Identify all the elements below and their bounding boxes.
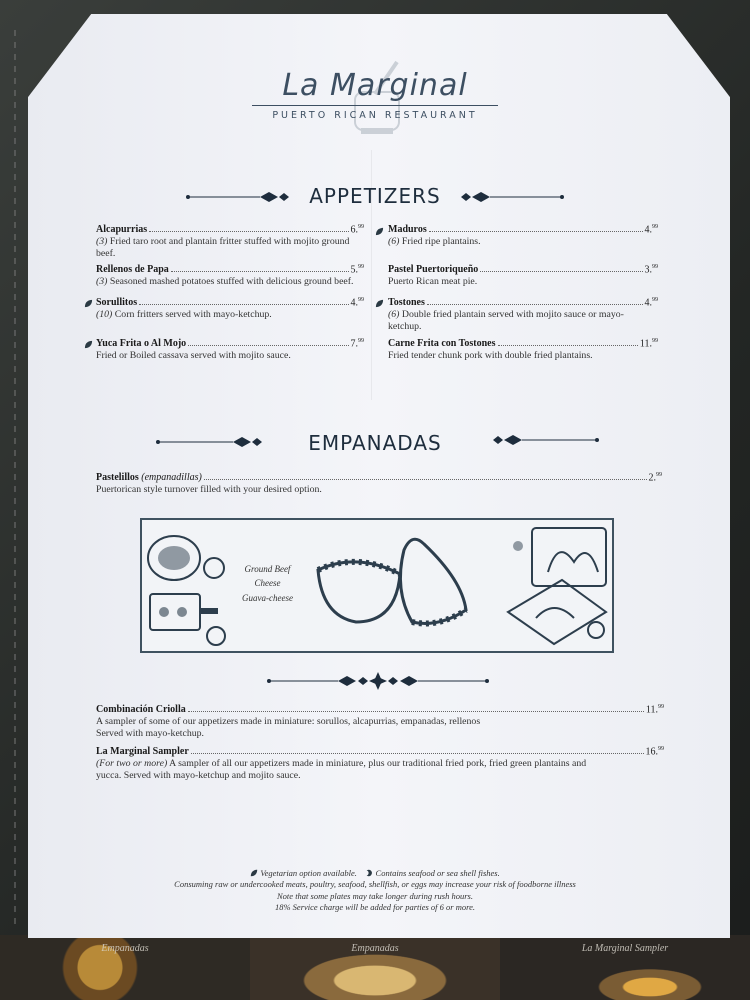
photo-strip — [0, 935, 750, 1000]
item-price — [645, 264, 659, 276]
mortar-pestle-icon — [345, 58, 409, 138]
menu-item-maduros — [388, 224, 658, 248]
item-count: (10) — [96, 309, 113, 321]
item-desc-text: Fried taro root and plantain fritter stuffed with mojito ground beef. — [96, 236, 350, 260]
item-desc-text: A sampler of all our appetizers made in miniature, plus our traditional fried pork, fried green plantains and — [167, 758, 587, 770]
leader-dots — [149, 224, 348, 232]
item-price — [640, 338, 658, 350]
item-count: (3) — [96, 236, 108, 248]
price-main: 4. — [644, 297, 652, 309]
item-price — [646, 746, 665, 758]
price-cents: 99 — [652, 264, 658, 270]
item-count: (6) — [388, 236, 400, 248]
menu-item-carne-frita — [388, 338, 658, 362]
item-price — [351, 264, 365, 276]
price-main: 4. — [350, 297, 358, 309]
item-count: (3) — [96, 276, 108, 288]
leader-dots — [171, 264, 349, 272]
price-cents: 99 — [656, 472, 662, 478]
price-main: 11. — [645, 704, 658, 716]
photo-empanadas-2 — [250, 935, 500, 1000]
filling-cheese: Cheese — [254, 578, 281, 589]
appetizers-title: APPETIZERS — [309, 184, 441, 208]
item-desc-text: Corn fritters served with mayo-ketchup. — [112, 309, 272, 321]
item-name: La Marginal Sampler — [96, 746, 189, 758]
item-name: Pastel Puertoriqueño — [388, 264, 479, 276]
vegetarian-leaf-icon — [375, 227, 384, 236]
item-desc-text: Fried tender chunk pork with double fried plantains. — [388, 350, 593, 362]
ornament-center — [266, 672, 490, 690]
menu-item-yuca-frita — [96, 338, 364, 362]
rush-hour-note: Note that some plates may take longer during rush hours. — [277, 890, 473, 901]
item-description — [96, 758, 664, 770]
item-price — [351, 224, 365, 236]
photo-empanadas-1 — [0, 935, 250, 1000]
price-cents: 99 — [358, 297, 364, 303]
item-description — [96, 350, 364, 362]
empanada-drawing — [312, 530, 472, 635]
price-cents: 99 — [358, 338, 364, 344]
item-description: A sampler of some of our appetizers made in miniature: sorullos, alcapurrias, empanadas, rellenos — [96, 716, 481, 728]
item-description — [96, 309, 364, 321]
item-price — [351, 297, 365, 309]
item-price — [645, 297, 659, 309]
empanadas-title: EMPANADAS — [308, 431, 442, 455]
seafood-note: Contains seafood or sea shell fishes. — [375, 868, 500, 878]
price-cents: 99 — [652, 338, 658, 344]
item-desc-text: Puerto Rican meat pie. — [388, 276, 478, 288]
folder-stitching — [14, 30, 16, 930]
item-name-note: (empanadillas) — [141, 472, 202, 484]
photo-label: Empanadas — [101, 943, 149, 954]
price-cents: 99 — [652, 224, 658, 230]
leader-dots — [427, 297, 643, 305]
filling-ground-beef: Ground Beef — [244, 564, 291, 574]
item-description: Served with mayo-ketchup. — [96, 728, 205, 740]
menu-item-rellenos-de-papa — [96, 264, 364, 288]
item-description — [388, 350, 658, 362]
item-name — [96, 472, 202, 484]
item-name: Yuca Frita o Al Mojo — [96, 338, 187, 350]
price-main: 7. — [350, 338, 358, 350]
leader-dots — [480, 264, 642, 272]
item-price — [649, 472, 663, 484]
item-desc-text: Fried ripe plantains. — [399, 236, 481, 248]
vegetarian-leaf-icon — [84, 340, 93, 349]
restaurant-subtitle: PUERTO RICAN RESTAURANT — [272, 110, 478, 121]
item-price — [645, 224, 659, 236]
seafood-shell-icon — [365, 869, 373, 877]
item-count: (For two or more) — [96, 758, 168, 770]
leader-dots — [139, 297, 348, 305]
price-main: 3. — [644, 264, 652, 276]
price-main: 5. — [350, 264, 358, 276]
item-price — [351, 338, 365, 350]
item-description: Puertorican style turnover filled with your desired option. — [96, 484, 322, 496]
price-main: 6. — [350, 224, 358, 236]
price-cents: 99 — [358, 224, 364, 230]
menu-item-tostones — [388, 297, 658, 333]
vegetarian-leaf-icon — [84, 299, 93, 308]
menu-item-la-marginal-sampler — [96, 746, 664, 782]
menu-item-alcapurrias — [96, 224, 364, 260]
empanada-illustration — [140, 518, 614, 653]
item-name: Carne Frita con Tostones — [388, 338, 496, 350]
photo-sampler — [500, 935, 750, 1000]
price-main: 16. — [645, 746, 658, 758]
price-cents: 99 — [652, 297, 658, 303]
ornament-left — [155, 436, 263, 448]
ornament-right — [460, 191, 565, 203]
photo-label: La Marginal Sampler — [581, 943, 669, 954]
item-description — [388, 236, 658, 248]
item-name: Rellenos de Papa — [96, 264, 169, 276]
price-main: 2. — [648, 472, 656, 484]
food-sketch-right — [502, 522, 612, 650]
price-cents: 99 — [358, 264, 364, 270]
menu-footer — [160, 868, 590, 914]
item-description: yucca. Served with mayo-ketchup and mojito sauce. — [96, 770, 301, 782]
item-desc-text: Double fried plantain served with mojito sauce or mayo-ketchup. — [388, 309, 624, 333]
leader-dots — [204, 472, 647, 480]
legend-line — [160, 868, 590, 879]
leader-dots — [188, 338, 348, 346]
item-description — [96, 236, 364, 260]
price-main: 4. — [644, 224, 652, 236]
health-warning: Consuming raw or undercooked meats, poultry, seafood, shellfish, or eggs may increase your risk of foodborne illness — [174, 879, 576, 890]
item-name: Alcapurrias — [96, 224, 148, 236]
price-cents: 99 — [658, 746, 664, 752]
filling-options — [242, 562, 293, 605]
photo-label: Empanadas — [351, 943, 399, 954]
leader-dots — [191, 746, 644, 754]
menu-item-sorullitos — [96, 297, 364, 321]
item-count: (6) — [388, 309, 400, 321]
item-name: Combinación Criolla — [96, 704, 186, 716]
price-main: 11. — [639, 338, 652, 350]
item-name: Maduros — [388, 224, 427, 236]
price-cents: 99 — [658, 704, 664, 710]
ornament-right — [492, 434, 600, 446]
leader-dots — [429, 224, 643, 232]
item-name-text: Pastelillos — [96, 472, 139, 484]
menu-item-combinacion-criolla — [96, 704, 664, 740]
item-description — [388, 309, 628, 333]
item-desc-text: Fried or Boiled cassava served with mojito sauce. — [96, 350, 291, 362]
vegetarian-leaf-icon — [375, 299, 384, 308]
vegetarian-leaf-icon — [250, 869, 258, 877]
item-price — [646, 704, 664, 716]
item-name: Tostones — [388, 297, 425, 309]
item-desc-text: Seasoned mashed potatoes stuffed with delicious ground beef. — [107, 276, 354, 288]
restaurant-name: La Marginal — [282, 68, 468, 103]
filling-guava-cheese: Guava-cheese — [242, 592, 293, 603]
menu-item-pastelillos — [96, 472, 662, 496]
food-sketch-left — [144, 524, 234, 649]
menu-item-pastel-puertoriqueno — [388, 264, 658, 288]
vegetarian-note: Vegetarian option available. — [260, 868, 357, 878]
item-description — [388, 276, 658, 288]
item-description — [96, 276, 364, 288]
item-name: Sorullitos — [96, 297, 138, 309]
service-charge-note: 18% Service charge will be added for parties of 6 or more. — [274, 902, 476, 913]
leader-dots — [498, 338, 638, 346]
ornament-left — [185, 191, 290, 203]
restaurant-logo — [240, 68, 510, 121]
leader-dots — [188, 704, 644, 712]
